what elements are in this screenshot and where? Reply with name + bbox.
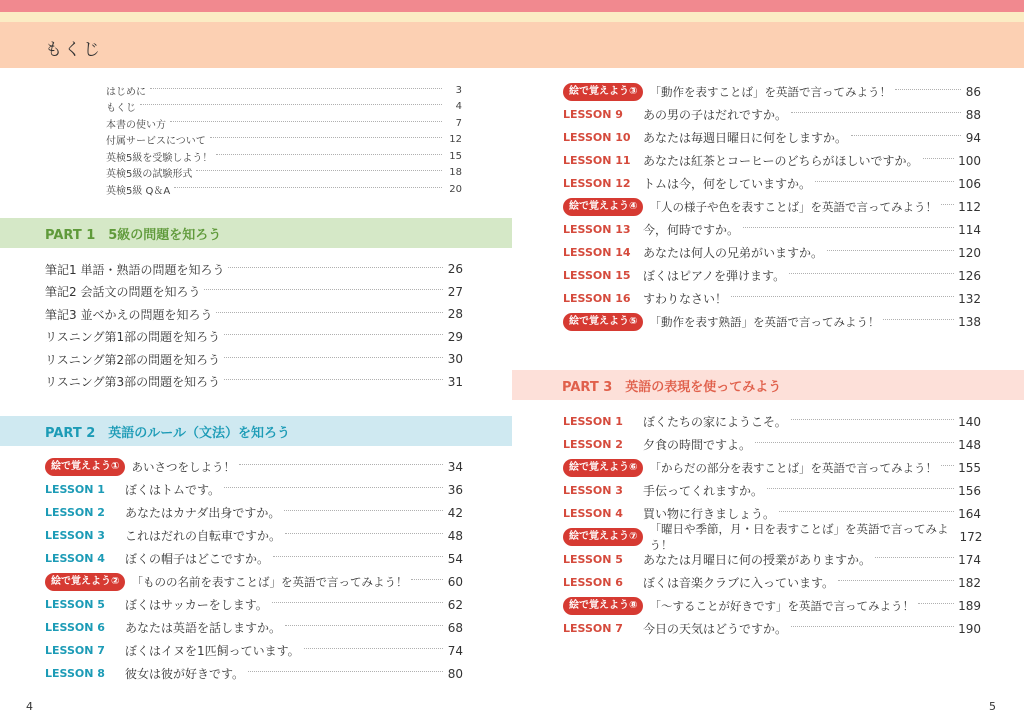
dot-leader [248,671,443,672]
entry-page: 18 [449,167,462,179]
entry-label: ぼくの帽子はどこですか。 [125,552,270,566]
lesson-entry[interactable] [45,501,463,524]
toc-entry[interactable] [106,99,462,116]
dot-leader [731,296,954,297]
lesson-entry[interactable] [45,662,463,685]
entry-page: 126 [958,268,981,283]
dot-leader [791,626,954,627]
cream-band [0,12,1024,22]
toc-entry[interactable] [106,115,462,132]
entry-page: 15 [449,150,462,162]
dot-leader [851,135,961,136]
entry-label: ぼくはトムです。 [125,483,221,497]
picture-badge: 絵で覚えよう⑦ [563,528,643,546]
entry-page: 27 [447,284,463,299]
page-number-left: 4 [26,700,33,713]
entry-label: リスニング第2部の問題を知ろう [45,352,221,367]
lesson-entry[interactable] [563,126,981,149]
page-header [0,22,1024,68]
toc-entry[interactable] [45,371,463,394]
lesson-number: LESSON 1 [563,415,623,428]
entry-page: 140 [958,414,981,429]
entry-page: 29 [447,329,463,344]
dot-leader [918,603,954,604]
entry-page: 112 [958,199,981,214]
dot-leader [196,170,442,171]
toc-entry[interactable] [45,258,463,281]
picture-lesson-entry[interactable] [563,310,981,333]
toc-entry[interactable] [106,148,462,165]
lesson-number: LESSON 7 [563,622,623,635]
entry-label: あなたは紅茶とコーヒーのどちらがほしいですか。 [643,154,919,168]
dot-leader [743,227,954,228]
entry-label: リスニング第1部の問題を知ろう [45,330,221,345]
lesson-entry[interactable] [563,241,981,264]
entry-label: あなたはカナダ出身ですか。 [125,506,281,520]
entry-page: 26 [447,262,463,277]
dot-leader [204,289,443,290]
lesson-entry[interactable] [563,479,981,502]
entry-page: 28 [447,307,463,322]
entry-label: 筆記1 単語・熟語の問題を知ろう [45,262,225,277]
entry-page: 88 [965,107,981,122]
entry-label: ぼくはピアノを弾けます。 [643,269,786,283]
entry-page: 86 [965,84,981,99]
part3-title: PART 3 英語の表現を使ってみよう [562,379,782,395]
entry-page: 100 [958,153,981,168]
dot-leader [838,580,954,581]
entry-page: 94 [965,130,981,145]
lesson-number: LESSON 16 [563,292,631,305]
top-color-band [0,0,1024,12]
lesson-number: LESSON 11 [563,154,631,167]
picture-badge: 絵で覚えよう⑧ [563,597,643,615]
dot-leader [150,88,442,89]
dot-leader [224,357,443,358]
entry-label: これはだれの自転車ですか。 [125,529,282,543]
lesson-number: LESSON 9 [563,108,623,121]
dot-leader [216,312,443,313]
entry-page: 148 [958,437,981,452]
part2-continued-list [563,80,981,333]
entry-label: 今日の天気はどうですか。 [643,622,788,636]
entry-page: 155 [958,460,981,475]
entry-label: 付属サービスについて [106,136,206,148]
entry-label: あの男の子はだれですか。 [643,108,788,122]
picture-badge: 絵で覚えよう① [45,458,125,476]
lesson-entry[interactable] [45,616,463,639]
entry-label: 「曜日や季節，月・日を表すことば」を英語で言ってみよう！ [649,521,949,552]
entry-page: 34 [447,459,463,474]
entry-label: あなたは英語を話しますか。 [125,621,282,635]
entry-page: 68 [447,620,463,635]
lesson-number: LESSON 10 [563,131,631,144]
lesson-number: LESSON 5 [45,598,105,611]
dot-leader [224,379,443,380]
entry-label: ぼくは音楽クラブに入っています。 [643,576,835,590]
dot-leader [216,154,442,155]
entry-label: トムは今，何をしていますか。 [643,177,812,191]
part1-list [45,258,463,393]
toc-entry[interactable] [45,281,463,304]
entry-page: 114 [958,222,981,237]
entry-page: 172 [959,529,983,544]
lesson-entry[interactable] [563,433,981,456]
entry-label: リスニング第3部の問題を知ろう [45,375,221,390]
entry-label: 今，何時ですか。 [643,223,740,237]
picture-lesson-entry[interactable] [45,570,463,593]
lesson-entry[interactable] [45,478,463,501]
entry-label: 買い物に行きましょう。 [643,507,776,521]
toc-entry[interactable] [45,303,463,326]
entry-label: 「動作を表す熟語」を英語で言ってみよう！ [649,314,880,329]
dot-leader [791,419,954,420]
part1-header [0,218,512,248]
lesson-entry[interactable] [563,617,981,640]
entry-label: あなたは毎週日曜日に何をしますか。 [643,131,848,145]
lesson-number: LESSON 1 [45,483,105,496]
lesson-entry[interactable] [563,571,981,594]
dot-leader [174,187,442,188]
entry-label: 夕食の時間ですよ。 [643,438,752,452]
lesson-number: LESSON 6 [45,621,105,634]
toc-entry[interactable] [45,326,463,349]
lesson-entry[interactable] [563,149,981,172]
dot-leader [210,137,442,138]
dot-leader [228,267,443,268]
picture-badge: 絵で覚えよう③ [563,83,643,101]
entry-page: 120 [958,245,981,260]
picture-lesson-entry[interactable] [563,80,981,103]
lesson-entry[interactable] [45,524,463,547]
picture-lesson-entry[interactable] [563,195,981,218]
lesson-number: LESSON 3 [45,529,105,542]
picture-badge: 絵で覚えよう⑥ [563,459,643,477]
entry-label: あなたは月曜日に何の授業がありますか。 [643,553,872,567]
entry-label: 筆記2 会話文の問題を知ろう [45,285,201,300]
entry-page: 31 [447,374,463,389]
picture-lesson-entry[interactable] [563,456,981,479]
picture-badge: 絵で覚えよう⑤ [563,313,643,331]
dot-leader [272,602,443,603]
lesson-number: LESSON 14 [563,246,631,259]
entry-page: 36 [447,482,463,497]
lesson-number: LESSON 13 [563,223,631,236]
entry-label: 「動作を表すことば」を英語で言ってみよう！ [649,84,891,99]
entry-page: 106 [958,176,981,191]
toc-entry[interactable] [106,181,462,198]
entry-page: 42 [447,505,463,520]
entry-label: 手伝ってくれますか。 [643,484,764,498]
entry-page: 7 [455,117,462,129]
entry-page: 60 [447,574,463,589]
entry-page: 174 [958,552,981,567]
lesson-number: LESSON 8 [45,667,105,680]
entry-label: もくじ [106,103,136,115]
toc-entry[interactable] [106,132,462,149]
entry-label: 「からだの部分を表すことば」を英語で言ってみよう！ [649,460,937,475]
dot-leader [791,112,961,113]
dot-leader [883,319,954,320]
lesson-number: LESSON 12 [563,177,631,190]
picture-lesson-entry[interactable] [563,594,981,617]
part3-list [563,410,981,640]
entry-page: 3 [455,84,462,96]
picture-badge: 絵で覚えよう④ [563,198,643,216]
entry-page: 182 [958,575,981,590]
page-number-right: 5 [989,700,996,713]
entry-page: 138 [958,314,981,329]
part2-header [0,416,512,446]
lesson-entry[interactable] [563,172,981,195]
page-title: もくじ [45,40,102,60]
dot-leader [789,273,954,274]
entry-page: 156 [958,483,981,498]
intro-list [106,82,462,198]
dot-leader [140,104,442,105]
lesson-number: LESSON 6 [563,576,623,589]
lesson-entry[interactable] [45,639,463,662]
picture-lesson-entry[interactable] [45,455,463,478]
lesson-entry[interactable] [563,264,981,287]
dot-leader [170,121,442,122]
entry-page: 20 [449,183,462,195]
lesson-number: LESSON 3 [563,484,623,497]
dot-leader [779,511,954,512]
part2-list [45,455,463,685]
entry-page: 74 [447,643,463,658]
picture-badge: 絵で覚えよう② [45,573,125,591]
entry-label: 英検5級 Q＆A [106,185,171,197]
lesson-entry[interactable] [563,218,981,241]
entry-page: 190 [958,621,981,636]
entry-page: 30 [447,352,463,367]
entry-page: 189 [958,598,981,613]
dot-leader [815,181,954,182]
lesson-number: LESSON 15 [563,269,631,282]
dot-leader [923,158,955,159]
dot-leader [941,204,954,205]
entry-page: 80 [447,666,463,681]
dot-leader [304,648,443,649]
entry-label: ぼくはイヌを1匹飼っています。 [125,644,300,658]
dot-leader [411,579,443,580]
dot-leader [273,556,443,557]
lesson-number: LESSON 5 [563,553,623,566]
dot-leader [941,465,954,466]
entry-page: 54 [447,551,463,566]
dot-leader [767,488,954,489]
lesson-number: LESSON 2 [563,438,623,451]
dot-leader [285,533,443,534]
toc-entry[interactable] [106,82,462,99]
entry-label: 「人の様子や色を表すことば」を英語で言ってみよう！ [649,199,937,214]
lesson-number: LESSON 4 [563,507,623,520]
entry-label: 彼女は彼が好きです。 [125,667,245,681]
dot-leader [224,334,443,335]
entry-label: はじめに [106,86,146,98]
lesson-number: LESSON 7 [45,644,105,657]
entry-label: 筆記3 並べかえの問題を知ろう [45,307,213,322]
dot-leader [285,625,443,626]
part1-title: PART 1 5級の問題を知ろう [45,227,222,243]
part2-title: PART 2 英語のルール（文法）を知ろう [45,425,291,441]
lesson-entry[interactable] [563,410,981,433]
lesson-entry[interactable] [45,547,463,570]
toc-entry[interactable] [45,348,463,371]
entry-label: すわりなさい！ [643,292,728,306]
entry-label: あなたは何人の兄弟がいますか。 [643,246,824,260]
dot-leader [239,464,443,465]
entry-label: 本書の使い方 [106,119,166,131]
lesson-entry[interactable] [45,593,463,616]
lesson-entry[interactable] [563,287,981,310]
entry-page: 62 [447,597,463,612]
entry-page: 132 [958,291,981,306]
dot-leader [755,442,954,443]
entry-page: 164 [958,506,981,521]
picture-lesson-entry[interactable] [563,521,983,552]
lesson-number: LESSON 2 [45,506,105,519]
entry-page: 48 [447,528,463,543]
entry-label: 「ものの名前を表すことば」を英語で言ってみよう！ [131,574,408,589]
lesson-entry[interactable] [563,103,981,126]
entry-label: あいさつをしよう！ [131,459,235,474]
entry-page: 12 [449,134,462,146]
dot-leader [284,510,443,511]
toc-entry[interactable] [106,165,462,182]
entry-label: 英検5級の試験形式 [106,169,193,181]
entry-page: 4 [455,101,462,113]
dot-leader [827,250,954,251]
dot-leader [875,557,954,558]
lesson-number: LESSON 4 [45,552,105,565]
entry-label: 英検5級を受験しよう！ [106,152,213,164]
entry-label: 「～することが好きです」を英語で言ってみよう！ [649,598,914,613]
entry-label: ぼくはサッカーをします。 [125,598,268,612]
dot-leader [895,89,961,90]
entry-label: ぼくたちの家にようこそ。 [643,415,787,429]
part3-header [512,370,1024,400]
dot-leader [224,487,443,488]
